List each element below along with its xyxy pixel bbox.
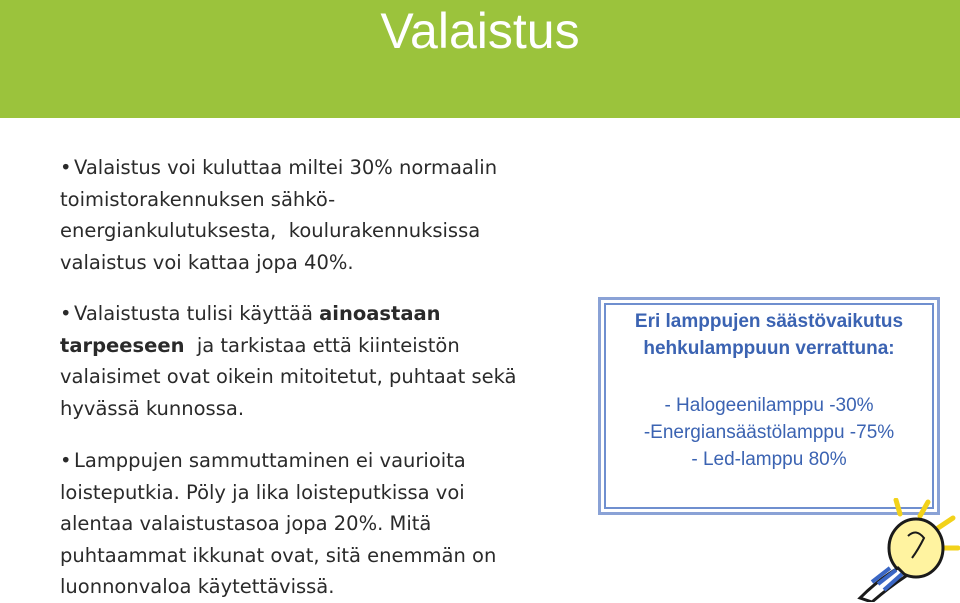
savings-infobox — [598, 297, 940, 515]
bullet-paragraph-2 — [60, 298, 517, 424]
bullet-paragraph-3 — [60, 445, 496, 603]
infobox-heading-line: Eri lamppujen säästövaikutus — [634, 311, 904, 332]
bullet-dot-icon: • — [60, 302, 72, 325]
infobox-heading-line: hehkulamppuun verrattuna: — [643, 338, 895, 359]
text-segment: Valaistusta tulisi käyttää — [74, 302, 320, 325]
bullet-dot-icon: • — [60, 449, 72, 472]
slide-title: Valaistus — [380, 3, 580, 59]
text-line: hyvässä kunnossa. — [60, 396, 245, 420]
text-line: loisteputkia. Pöly ja lika loisteputkissa voi — [60, 480, 465, 504]
text-segment: ja tarkistaa että kiinteistön — [184, 333, 460, 357]
text-line: Lamppujen sammuttaminen ei vaurioita — [74, 449, 466, 472]
text-line: toimistorakennuksen sähkö- — [60, 187, 336, 211]
infobox-list — [601, 392, 937, 473]
bullet-paragraph-1 — [60, 152, 497, 278]
text-line: Valaistus voi kuluttaa miltei 30% normaalin — [74, 156, 498, 179]
bold-text: ainoastaan — [319, 302, 441, 325]
bullet-dot-icon: • — [60, 156, 72, 179]
infobox-item: - Led-lamppu 80% — [691, 449, 847, 470]
infobox-item: - Halogeenilamppu -30% — [664, 395, 874, 416]
text-line: luonnonvaloa käytettävissä. — [60, 575, 335, 599]
lightbulb-icon — [838, 498, 960, 602]
infobox-heading — [601, 308, 937, 362]
text-line: valaistus voi kattaa jopa 40%. — [60, 250, 354, 274]
text-line: valaisimet ovat oikein mitoitetut, puhtaat sekä — [60, 365, 517, 389]
text-line: alentaa valaistustasoa jopa 20%. Mitä — [60, 512, 432, 536]
bold-text: tarpeeseen — [60, 333, 185, 357]
infobox-item: -Energiansäästölamppu -75% — [643, 422, 895, 443]
text-line: energiankulutuksesta, koulurakennuksissa — [60, 219, 481, 243]
text-line: puhtaammat ikkunat ovat, sitä enemmän on — [60, 543, 497, 567]
title-banner — [0, 0, 960, 118]
